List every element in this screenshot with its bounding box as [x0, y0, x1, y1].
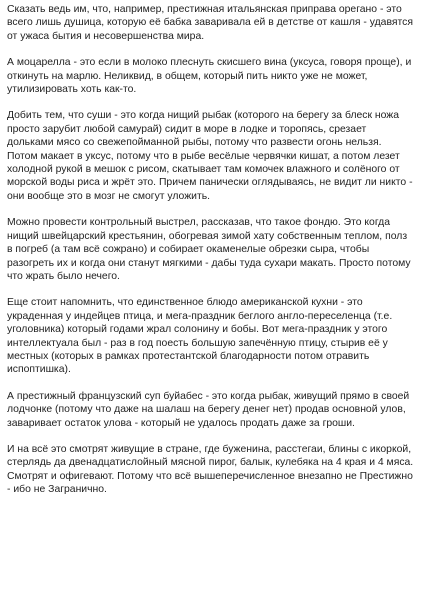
paragraph-sushi: Добить тем, что суши - это когда нищий рыбак (которого на берегу за блеск ножа просто зарубит любой самурай) сидит в море в лодке и торопясь, срезает дольками мясо со свежепойманной рыбы, потому что развести огонь нельзя. Потом макает в уксус, потому что в рыбе весёлые червячки кишат, а потом лезет холодной рукой в мешок с рисом, скатывает там комочек влажного и солёного от морской воды риса и жрёт это. Причем панически оглядываясь, не видит ли никто - они вообще это в мозг не смогут уложить.: [7, 110, 413, 202]
paragraph-mozzarella: А моцарелла - это если в молоко плеснуть скисшего вина (уксуса, говоря проще), и откинуть на марлю. Неликвид, в общем, который пить никто уже не может, утилизировать хоть как-то.: [7, 57, 412, 96]
paragraph-fondue: Можно провести контрольный выстрел, рассказав, что такое фондю. Это когда нищий швейцарский крестьянин, обогревая зимой хату собственным теплом, полз в погреб (а там всё сожрано) и собирает окаменелые обрезки сыра, чтобы разогреть их и когда они станут мягкими - дабы туда сухари макать. Просто потому что жрать было нечего.: [7, 217, 411, 282]
paragraph-bouillabaisse: А престижный французский суп буйабес - это когда рыбак, живущий прямо в своей лодчонке (потому что даже на шалаш на берегу денег нет) продав основной улов, заваривает остаток улова - который не удалось продать даже за гроши.: [7, 390, 410, 429]
paragraph-conclusion: И на всё это смотрят живущие в стране, где буженина, расстегаи, блины с икоркой, стерлядь да двенадцатислойный мясной пирог, балык, кулебяка на 4 края и 4 мяса. Смотрят и офигевают. Потому что всё вышеперечисленное внезапно не Престижно - ибо не Загранично.: [7, 443, 414, 496]
paragraph-oregano: Сказать ведь им, что, например, престижная итальянская приправа орегано - это всего лишь душица, которую её бабка заваривала ей в детстве от кашля - удавятся от ужаса бытия и несовершенства мира.: [7, 4, 413, 42]
paragraph-american-cuisine: Еще стоит напомнить, что единственное блюдо американской кухни - это украденная у индейцев птица, и мега-праздник беглого англо-переселенца (т.е. уголовника) который годами жрал солонину и бобы. Вот мега-праздник у этого интеллектуала был - раз в год поесть большую запечённую птицу, стырив её у местных (которых в рамках протестантской благодарности потом отравить испоптишка).: [7, 297, 393, 376]
